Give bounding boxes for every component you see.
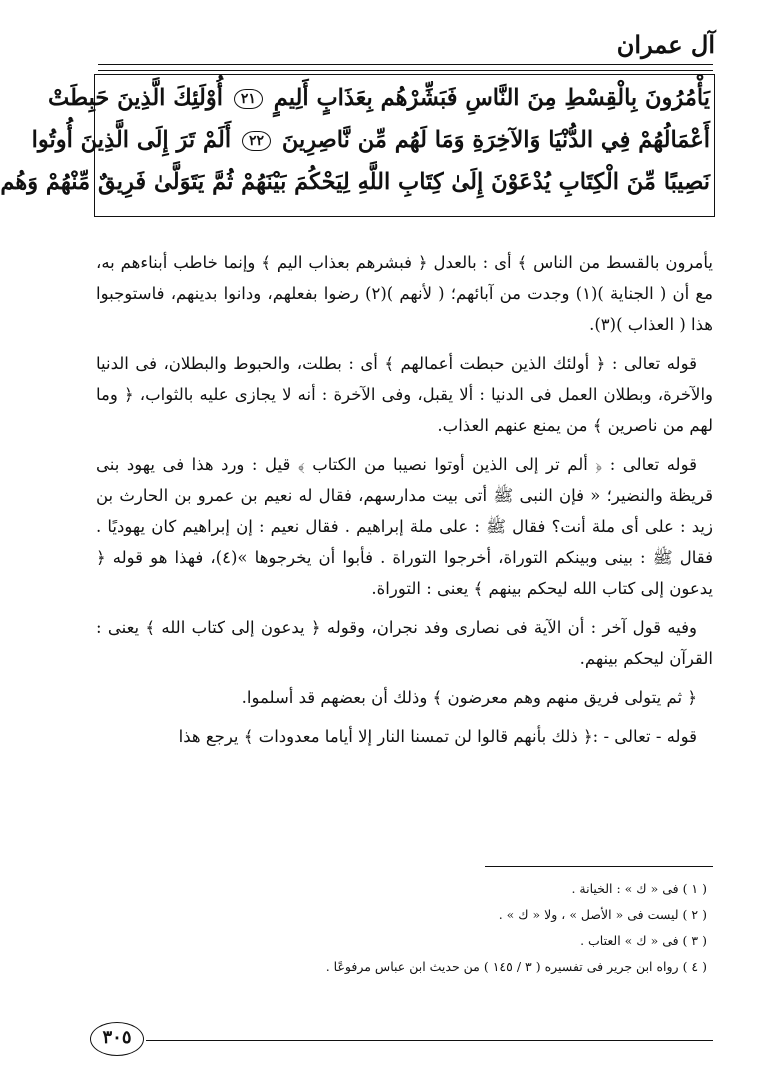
page-number: ٣٠٥ [90,1022,144,1056]
footnote: ( ٤ ) رواه ابن جرير فى تفسيره ( ٣ / ١٤٥ ) من حديث ابن عباس مرفوعًا . [325,959,707,974]
quran-line: نَصِيبًا مِّنَ الْكِتَابِ يُدْعَوْنَ إِلَىٰ كِتَابِ اللَّهِ لِيَحْكُمَ بَيْنَهُمْ ثُمَّ يَتَوَلَّىٰ فَرِيقٌ مِّنْهُمْ وَهُم [0,169,710,195]
footnote-separator [485,866,713,867]
commentary-paragraph: قوله - تعالى - :﴿ ذلك بأنهم قالوا لن تمسنا النار إلا أياما معدودات ﴾ يرجع هذا [178,727,697,746]
quran-verses-box [0,74,715,217]
footnote: ( ٣ ) فى « ك » العتاب . [580,933,707,948]
footnote: ( ٢ ) ليست فى « الأصل » ، ولا « ك » . [498,907,707,922]
commentary-paragraph: وفيه قول آخر : أن الآية فى نصارى وفد نجران، وقوله ﴿ يدعون إلى كتاب الله ﴾ يعنى : القرآن ليحكم بينهم. [96,618,713,668]
commentary-paragraph: قوله تعالى : ﴿ ألم تر إلى الذين أوتوا نصيبا من الكتاب ﴾ قيل : ورد هذا فى يهود بنى قريظة والنضير؛ « فإن النبى ﷺ أتى بيت مدارسهم، فقال له نعيم بن عمرو بن الحارث بن زيد : على أى ملة أنت؟ فقال ﷺ : على ملة إبراهيم . فقال نعيم : إن إبراهيم كان يهوديًا . فقال ﷺ : بينى وبينكم التوراة، أخرجوا التوراة . فأبوا أن يخرجوها »(٤)، فهذا هو قوله ﴿ يدعون إلى كتاب الله ليحكم بينهم ﴾ يعنى : التوراة. [96,455,713,598]
header-rule-bottom [98,70,713,71]
footnotes [98,876,707,980]
header-rule-top [98,64,713,65]
surah-title: آل عمران [616,30,715,59]
ayah-number-marker: ٢١ [234,89,263,109]
commentary-paragraph: قوله تعالى : ﴿ أولئك الذين حبطت أعمالهم ﴾ أى : بطلت، والحبوط والبطلان، فى الدنيا والآخرة، وبطلان العمل فى الدنيا : ألا يقبل، وفى الآخرة : أنه لا يجازى عليه بالثواب، ﴿ وما لهم من ناصرين ﴾ من يمنع عنهم العذاب. [96,354,713,435]
page-number-rule [146,1040,713,1041]
commentary-text [96,247,713,760]
commentary-paragraph: يأمرون بالقسط من الناس ﴾ أى : بالعدل ﴿ فبشرهم بعذاب اليم ﴾ وإنما خاطب أبناءهم به، مع أن ( الجناية )(١) وجدت من آبائهم؛ ( لأنهم )(٢) رضوا بفعلهم، ودانوا بدينهم، فاستوجبوا هذا ( العذاب )(٣). [96,253,713,334]
quran-line: أَعْمَالُهُمْ فِي الدُّنْيَا وَالآخِرَةِ وَمَا لَهُم مِّن نَّاصِرِينَ ٢٢ أَلَمْ تَرَ إِلَى الَّذِينَ أُوتُوا [31,127,710,153]
commentary-paragraph: ﴿ ثم يتولى فريق منهم وهم معرضون ﴾ وذلك أن بعضهم قد أسلموا. [241,688,697,707]
quran-line: يَأْمُرُونَ بِالْقِسْطِ مِنَ النَّاسِ فَبَشِّرْهُم بِعَذَابٍ أَلِيمٍ ٢١ أُوْلَئِكَ الَّذِينَ حَبِطَتْ [48,85,710,111]
footnote: ( ١ ) فى « ك » : الخيانة . [571,881,707,896]
ayah-number-marker: ٢٢ [242,131,271,151]
